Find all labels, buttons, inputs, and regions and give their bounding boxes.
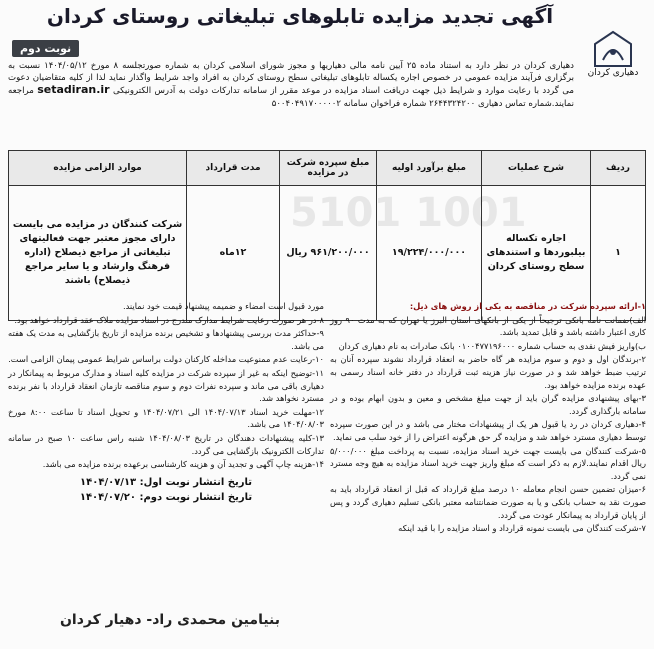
condition-item: ۲-برندگان اول و دوم و سوم مزایده هر گاه حاضر به انعقاد قرارداد نشوند سپرده آنان به ترتیب ضبط خواهد شد و در صورت نیاز هزینه ثبت قرارداد در دفتر خانه اسناد رسمی به عهده برنده مزایده خواهد بود.: [330, 354, 646, 390]
condition-item: ۳-بهای پیشنهادی مزایده گران باید از جهت مبلغ مشخص و معین و بدون ابهام بوده و در سامانه بارگذاری گردد.: [330, 393, 646, 416]
cell-duration: ۱۲ماه: [187, 186, 280, 321]
table-header-row: [9, 151, 646, 186]
condition-item: ۴-دهیاری کردان در رد یا قبول هر یک از پیشنهادات مختار می باشد و در این صورت سپرده توسط دهیاری مسترد خواهد شد و مزایده گر حق هرگونه اعتراض را از خود سلب می نماید.: [330, 419, 646, 442]
condition-item: ۶-میزان تضمین حسن انجام معامله ۱۰ درصد مبلغ قرارداد که قبل از انعقاد قرارداد باید به صورت نقد به حساب بانکی و یا به صورت ضمانتنامه معتبر بانکی تسلیم دهیاری گردد و پس از پایان قرارداد به پیمانکار عودت می گردد.: [330, 484, 646, 520]
intro-text-after: مراجعه نمایند.شماره تماس دهیاری ۲۶۴۴۳۲۴۲۰۰ شماره فراخوان سامانه ۵۰۰۴۰۴۹۱۷۰۰۰۰۰۲: [8, 86, 574, 109]
condition-item: ۱۱-توضیح اینکه به غیر از سپرده شرکت در مزایده کلیه اسناد و مدارک مربوط به پیمانکار در دهیاری باقی می ماند و سپرده نفرات دوم و سوم مناقصه تازمان انعقاد قرارداد با نفر برنده مسترد نخواهد شد.: [8, 367, 324, 404]
cell-estimate: ۱۹/۲۲۴/۰۰۰/۰۰۰: [377, 186, 482, 321]
watermark: 5101 1001: [290, 190, 527, 236]
conditions-left-column: [8, 300, 324, 505]
publication-dates: [8, 475, 324, 505]
condition-item: ۱۲-مهلت خرید اسناد ۱۴۰۴/۰۷/۱۳ الی ۱۴۰۴/۰۷/۲۱ و تحویل اسناد تا ساعت ۸:۰۰ مورخ ۱۴۰۴/۰۸/۰۳ می باشد.: [8, 406, 324, 430]
header-requirements: موارد الزامی مزایده: [9, 151, 187, 186]
signature: بنیامین محمدی راد- دهیار کردان: [59, 612, 281, 628]
condition-item: مورد قبول است امضاء و ضمیمه پیشنهاد قیمت خود نمایند.: [122, 301, 324, 311]
page-title: آگهی تجدید مزایده تابلوهای تبلیغاتی روستای کردان: [46, 4, 554, 28]
condition-item: ۱۴-هزینه چاپ آگهی و تجدید آن و هزینه کارشناسی برعهده برنده مزایده می باشد.: [42, 459, 324, 470]
intro-text: دهیاری کردان در نظر دارد به استناد ماده ۲۵ آیین نامه مالی دهیاریها و مجوز شورای اسلامی کردان به شماره صورتجلسه ۸ مورخ ۱۴۰۴/۰۵/۱۲ نسبت به برگزاری فرآیند مزایده عمومی در خصوص اجاره یکساله تابلوهای تبلیغاتی سطح روستای کردان به افراد واجد شرایط واگذار نماید لذا از کلیه متقاضیان دعوت می گردد با رعایت موارد و شرایط ذیل جهت دریافت اسناد مزایده در موعد مقرر از سامانه تدارکات دولت به آدرس الکترونیکی: [8, 61, 575, 97]
header-deposit: مبلغ سپرده شرکت در مزایده: [280, 151, 377, 186]
condition-item: ۷-شرکت کنندگان می بایست نمونه قرارداد و اسناد مزایده را با قید اینکه: [398, 523, 646, 534]
conditions-right-column: [330, 300, 646, 536]
issue-badge: نوبت دوم: [12, 40, 79, 57]
intro-paragraph: [8, 60, 574, 110]
logo: [580, 30, 646, 88]
header-description: شرح عملیات: [482, 151, 591, 186]
condition-item: ۸-در هر صورت رعایت شرایط مدارک مندرج در اسناد مزایده ملاک عقد قرارداد خواهد بود.: [14, 314, 324, 325]
header-estimate: مبلغ برآورد اولیه: [377, 151, 482, 186]
logo-caption: دهیاری کردان: [587, 68, 639, 78]
condition-item: ۱۳-کلیه پیشنهادات دهندگان در تاریخ ۱۴۰۴/۰۸/۰۳ شنبه راس ساعت ۱۰ صبح در سامانه تدارکات الکترونیک بازگشایی می گردد.: [8, 432, 324, 456]
cell-deposit: ۹۶۱/۲۰۰/۰۰۰ ریال: [280, 186, 377, 321]
cell-requirements: شرکت کنندگان در مزایده می بایست دارای مجوز معتبر جهت فعالیتهای تبلیغاتی از مراجع ذیصلاح (اداره فرهنگ وارشاد و یا سایر مراجع ذیصلاح) باشند: [9, 186, 187, 321]
website-link[interactable]: setadiran.ir: [37, 83, 110, 97]
condition-item: ۹-حداکثر مدت بررسی پیشنهادها و تشخیص برنده مزایده از تاریخ بازگشایی به مدت یک هفته می باشد.: [8, 328, 324, 351]
condition-item: ۵-شرکت کنندگان می بایست جهت خرید اسناد مزایده، نسبت به پرداخت مبلغ ۵/۰۰۰/۰۰۰ ریال اقدام نمایند.لازم به ذکر است که مبلغ واریز جهت خرید اسناد مزایده به هیچ وجه مسترد نمی گردد.: [330, 445, 646, 481]
header-index: ردیف: [591, 151, 646, 186]
dehyari-logo-icon: [591, 30, 635, 68]
condition-item: ۱-ارائه سپرده شرکت در مناقصه به یکی از روش های ذیل:: [409, 301, 646, 311]
cell-index: ۱: [591, 186, 646, 321]
condition-item: ۱۰-رعایت عدم ممنوعیت مداخله کارکنان دولت براساس شرایط عمومی پیمان الزامی است.: [8, 354, 324, 365]
auction-table: [8, 150, 646, 321]
second-publication-date: تاریخ انتشار نوبت دوم: ۱۴۰۴/۰۷/۲۰: [79, 491, 253, 503]
first-publication-date: تاریخ انتشار نوبت اول: ۱۴۰۴/۰۷/۱۳: [80, 476, 252, 488]
cell-description: اجاره تکساله بیلبوردها و استندهای سطح روستای کردان: [482, 186, 591, 321]
condition-item: ب)واریز فیش نقدی به حساب شماره ۰۱۰۰۴۷۷۱۹۶۰۰۰ بانک صادرات به نام دهیاری کردان: [338, 340, 646, 351]
header-duration: مدت قرارداد: [187, 151, 280, 186]
condition-item: الف)ضمانت نامه بانکی ترجیحاً از یکی از بانکهای استان البرز یا تهران که به مدت ۹۰ روز کاری اعتبار داشته باشد و قابل تمدید باشد.: [330, 314, 646, 338]
